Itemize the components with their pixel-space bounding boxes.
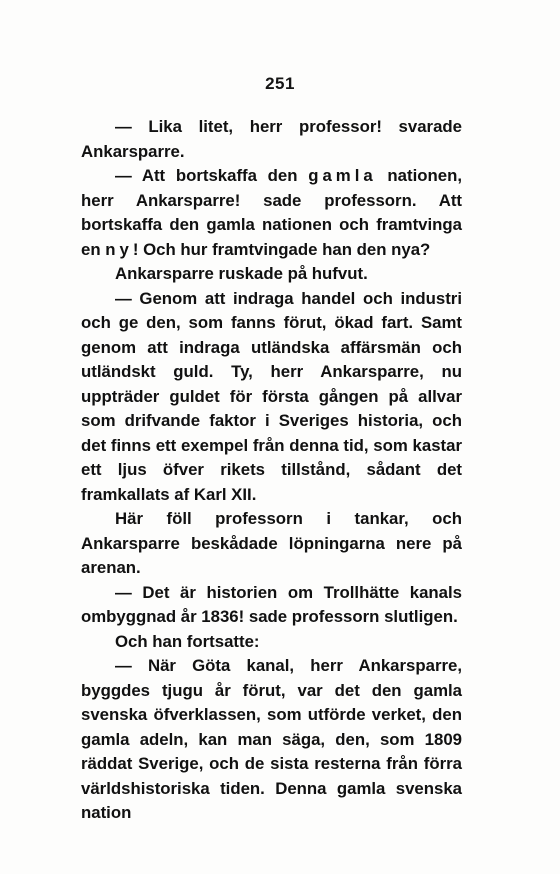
paragraph-5	[81, 507, 462, 581]
emphasized-word-ny: ny	[105, 239, 133, 259]
paragraph-1	[81, 115, 462, 164]
paragraph-8	[81, 654, 462, 826]
emphasized-word-gamla: gamla	[308, 166, 377, 185]
paragraph-2-text-c: ! Och hur framtvingade han den nya?	[132, 239, 431, 259]
paragraph-7	[81, 630, 462, 655]
paragraph-4-text: — Genom att indraga handel och industri och ge den, som fanns förut, ökad fart. Samt genom att indraga utländska affärsmän och utländskt guld. Ty, herr Ankarsparre, nu uppträder guldet för första gången på allvar som drifvande faktor i Sveriges historia, och det finns ett exempel från denna tid, som kastar ett ljus öfver rikets tillstånd, sådant det framkallats af Karl XII.	[81, 288, 462, 504]
paragraph-4	[81, 287, 462, 508]
paragraph-3	[81, 262, 462, 287]
paragraph-2-text-b: nationen, herr Ankarsparre! sade professorn. Att bortskaffa den gamla nationen och framtvinga en	[81, 166, 462, 259]
paragraph-6	[81, 581, 462, 630]
paragraph-7-text: Och han fortsatte:	[115, 631, 260, 651]
paragraph-6-text: — Det är historien om Trollhätte kanals ombyggnad år 1836! sade professorn slutligen.	[81, 582, 462, 626]
body-text	[81, 115, 462, 826]
paragraph-8-text: — När Göta kanal, herr Ankarsparre, byggdes tjugu år förut, var det den gamla svenska öfverklassen, som utförde verket, den gamla adeln, kan man säga, den, som 1809 räddat Sverige, och de sista resterna från förra världshistoriska tiden. Denna gamla svenska nation	[81, 656, 462, 822]
paragraph-3-text: Ankarsparre ruskade på hufvut.	[115, 264, 368, 283]
paragraph-1-text: — Lika litet, herr professor! svarade Ankarsparre.	[81, 117, 462, 161]
page-number: 251	[265, 74, 295, 93]
paragraph-2	[81, 164, 462, 262]
paragraph-5-text: Här föll professorn i tankar, och Ankarsparre beskådade löpningarna nere på arenan.	[81, 509, 462, 577]
paragraph-2-text-a: — Att bortskaffa den	[115, 166, 309, 185]
